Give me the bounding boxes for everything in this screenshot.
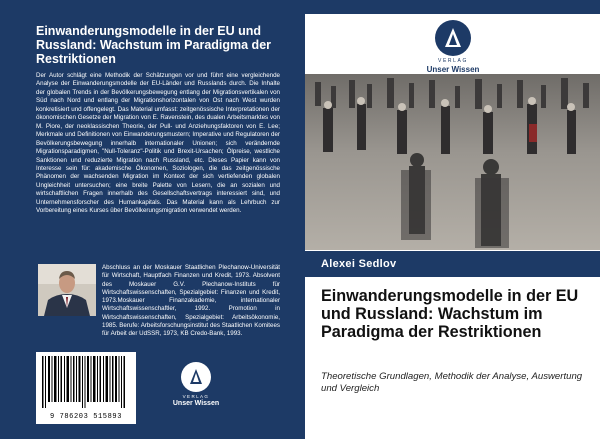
front-logo-brand: Unser Wissen [426, 65, 480, 74]
barcode [36, 352, 136, 424]
back-publisher-logo [168, 362, 224, 407]
front-cover [305, 0, 600, 439]
barcode-icon [36, 352, 136, 412]
back-title: Einwanderungsmodelle in der EU und Russland: Wachstum im Paradigma der Restriktionen [36, 24, 272, 66]
back-description: Der Autor schlägt eine Methodik der Schätzungen vor und führt eine vergleichende Analyse der Einwanderungsmodelle der EU-Länder und Russlands durch. Die Inhalte der globalen Trends in der Bevölkerungsbewegung entlang der Migrationsvertikalen von Süd nach Nord und entlang der Migrationshorizontalen von Ost nach West wurden konkretisiert und offengelegt. Das Material umfasst: zeitgenössische Interpretationen der ökonomischen Gesetze der Migration von E. Ravenstein, des dualen Arbeitsmarktes von M. Piore, der neoklassischen Theorie, der Pull- und Anziehungsfaktoren von E. Lee; Merkmale und Definitionen von Einwanderungsmustern; Imperative und Regulatoren der Bevölkerungsbewegung innerhalb internationaler Unionen; sich verändernde Migrationsparadigmen, "Null-Toleranz"-Politik und Brexit-Ursachen; Ölpreise, westliche Sanktionen und reduzierte Migration nach Russland, etc. Dieses Papier kann von Interesse sein für: akademische Ökonomen, Soziologen, die das zeitgenössische Phänomen der wachsenden Migration im Kontext der sich vertiefenden globalen Ungleichheit untersuchen; eine breite Palette von Lesern, die an sozialen und wirtschaftlichen Fragen innerhalb des Gesellschaftsvertrags interessiert sind, und Unternehmensforscher des Humankapitals. Das Material kann als Lehrbuch zur Vorbereitung eines Kurses über Bevölkerungsmigration verwendet werden. [36, 72, 280, 215]
front-publisher-logo [423, 20, 483, 74]
author-photo [38, 264, 96, 316]
author-bio: Abschluss an der Moskauer Staatlichen Plechanow-Universität für Wirtschaft, Hauptfach Finanzen und Kredit, 1973. Absolvent des Moskauer G.V. Plechanow-Instituts für Wirtschaftswissenschaften, Spezialgebiet: Finanzen und Kredit, 1973.Moskauer Finanzakademie, internationaler Wirtschaftswissenschaftler, 1992. Promotion in Wirtschaftswissenschaften, Spezialgebiet: Arbeitsökonomie, 1985. Berufe: Arbeitsforschungsinstitut des Staatlichen Komitees für Arbeit der UdSSR, 1973, KB Credo-Bank, 1993. [102, 264, 280, 338]
back-cover [0, 0, 296, 439]
publisher-logo-icon [435, 20, 471, 56]
front-top-bar [305, 0, 600, 14]
back-logo-brand: Unser Wissen [172, 400, 220, 407]
cover-photo-crowd [305, 74, 600, 250]
front-logo-verlag: VERLAG [438, 58, 468, 64]
spine [296, 0, 305, 439]
front-subtitle: Theoretische Grundlagen, Methodik der Analyse, Auswertung und Vergleich [321, 371, 583, 394]
author-name: Alexei Sedlov [321, 258, 397, 270]
front-title: Einwanderungsmodelle in der EU und Russland: Wachstum im Paradigma der Restriktionen [321, 287, 579, 342]
author-bar [305, 251, 600, 277]
publisher-logo-icon [181, 362, 211, 392]
barcode-number: 9 786203 515893 [49, 413, 122, 421]
back-logo-verlag: VERLAG [182, 394, 210, 399]
